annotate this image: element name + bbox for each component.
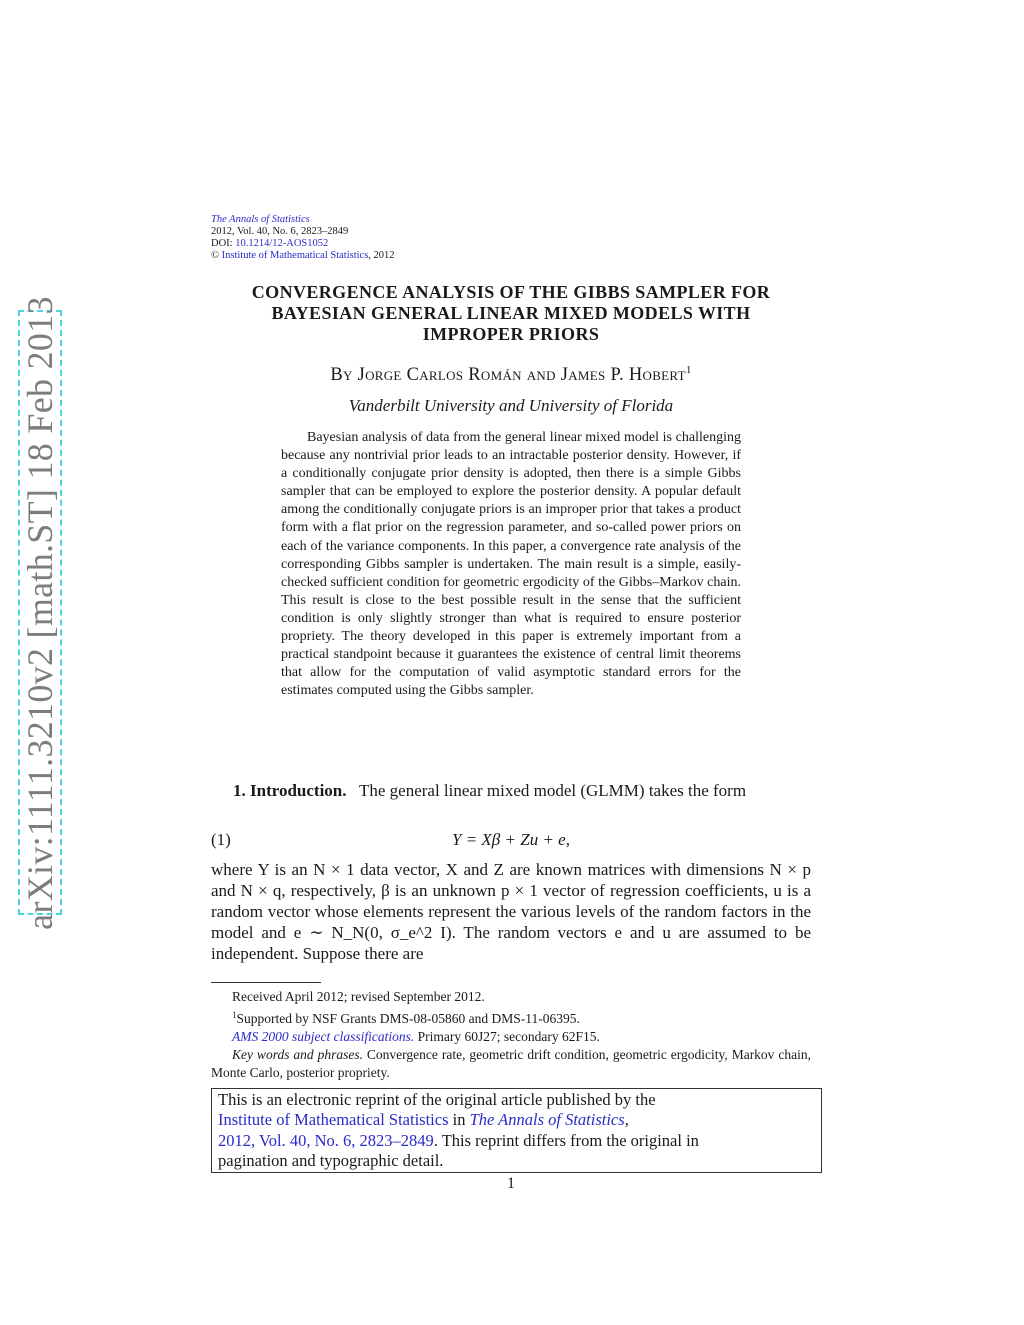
introduction-lead bbox=[211, 780, 811, 801]
introduction-body: where Y is an N × 1 data vector, X and Z are known matrices with dimensions N × p and N × q, respectively, β is an unknown p × 1 vector of regression coefficients, u is a random vector whose elements represent the various levels of the random factors in the model and e ∼ N_N(0, σ_e^2 I). The random vectors e and u are assumed to be independent. Suppose there are bbox=[211, 860, 811, 963]
title-line: IMPROPER PRIORS bbox=[422, 324, 600, 344]
doi-line bbox=[211, 238, 395, 250]
reprint-journal-link[interactable]: The Annals of Statistics bbox=[469, 1110, 625, 1130]
copyright-symbol: © bbox=[211, 250, 219, 261]
volume-line: 2012, Vol. 40, No. 6, 2823–2849 bbox=[211, 226, 349, 237]
footnote-rule bbox=[211, 982, 321, 983]
ams-link[interactable]: AMS 2000 subject classifications. bbox=[232, 1029, 415, 1044]
reprint-notice bbox=[211, 1088, 822, 1173]
arxiv-stamp bbox=[18, 295, 62, 930]
reprint-line: This is an electronic reprint of the original article published by the bbox=[218, 1090, 656, 1109]
arxiv-id: arXiv:1111.3210v2 [math.ST] 18 Feb 2013 bbox=[20, 295, 60, 930]
reprint-in: in bbox=[448, 1110, 470, 1130]
copyright-line bbox=[211, 250, 395, 262]
section-heading: 1. Introduction. bbox=[233, 781, 347, 800]
reprint-line: pagination and typographic detail. bbox=[218, 1150, 444, 1170]
reprint-line3-rest: . This reprint differs from the original in bbox=[433, 1130, 699, 1150]
reprint-line bbox=[218, 1110, 815, 1130]
keywords-text: Convergence rate, geometric drift condition, geometric ergodicity, Markov chain, Monte Carlo, posterior propriety. bbox=[211, 1047, 811, 1080]
paper-title bbox=[211, 282, 811, 345]
author-line bbox=[211, 364, 811, 386]
affiliation: Vanderbilt University and University of Florida bbox=[348, 396, 674, 415]
equation-number: (1) bbox=[211, 830, 231, 849]
title-line: CONVERGENCE ANALYSIS OF THE GIBBS SAMPLER FOR bbox=[251, 282, 771, 302]
reprint-comma: , bbox=[624, 1110, 629, 1130]
publisher-link[interactable]: Institute of Mathematical Statistics bbox=[221, 250, 369, 261]
support-mark: 1 bbox=[232, 1010, 237, 1020]
title-line: BAYESIAN GENERAL LINEAR MIXED MODELS WITH bbox=[271, 303, 751, 323]
abstract: Bayesian analysis of data from the general linear mixed model is challenging because any nontrivial prior leads to an intractable posterior density. However, if a conditionally conjugate prior density is adopted, then there is a simple Gibbs sampler that can be employed to explore the posterior density. A popular default among the conditionally conjugate priors is an improper prior that takes a product form with a flat prior on the regression parameter, and so-called power priors on each of the variance components. In this paper, a convergence rate analysis of the corresponding Gibbs sampler is undertaken. The main result is a simple, easily-checked sufficient condition for geometric ergodicity of the Gibbs–Markov chain. This result is close to the best possible result in the sense that the sufficient condition is only slightly stronger than what is required to ensure posterior propriety. The theory developed in this paper is extremely important from a practical standpoint because it guarantees the existence of central limit theorems that allow for the computation of valid asymptotic standard errors for the estimates computed using the Gibbs sampler. bbox=[281, 430, 741, 699]
reprint-line bbox=[218, 1131, 815, 1151]
intro-lead-text: The general linear mixed model (GLMM) takes the form bbox=[358, 781, 747, 800]
support-text: Supported by NSF Grants DMS-08-05860 and DMS-11-06395. bbox=[236, 1011, 580, 1026]
doi-link[interactable]: 10.1214/12-AOS1052 bbox=[235, 238, 329, 249]
reprint-citation-link[interactable]: 2012, Vol. 40, No. 6, 2823–2849 bbox=[218, 1130, 434, 1150]
support-note bbox=[211, 1006, 811, 1028]
journal-name[interactable]: The Annals of Statistics bbox=[211, 214, 310, 225]
footnotes bbox=[211, 988, 811, 1082]
page-number: 1 bbox=[507, 1175, 515, 1192]
copyright-year: , 2012 bbox=[368, 250, 395, 261]
keywords bbox=[211, 1046, 811, 1082]
received-note: Received April 2012; revised September 2012. bbox=[232, 989, 485, 1004]
author-footnote-mark: 1 bbox=[685, 364, 692, 376]
equation: Y = Xβ + Zu + e, bbox=[452, 830, 570, 849]
ams-text: Primary 60J27; secondary 62F15. bbox=[414, 1029, 600, 1044]
doi-label: DOI: bbox=[211, 238, 236, 249]
author-names: By Jorge Carlos Román and James P. Hobert bbox=[330, 365, 686, 385]
keywords-label: Key words and phrases. bbox=[232, 1047, 363, 1062]
reprint-publisher-link[interactable]: Institute of Mathematical Statistics bbox=[218, 1110, 449, 1130]
journal-header bbox=[211, 214, 395, 262]
ams-classification bbox=[211, 1028, 811, 1046]
